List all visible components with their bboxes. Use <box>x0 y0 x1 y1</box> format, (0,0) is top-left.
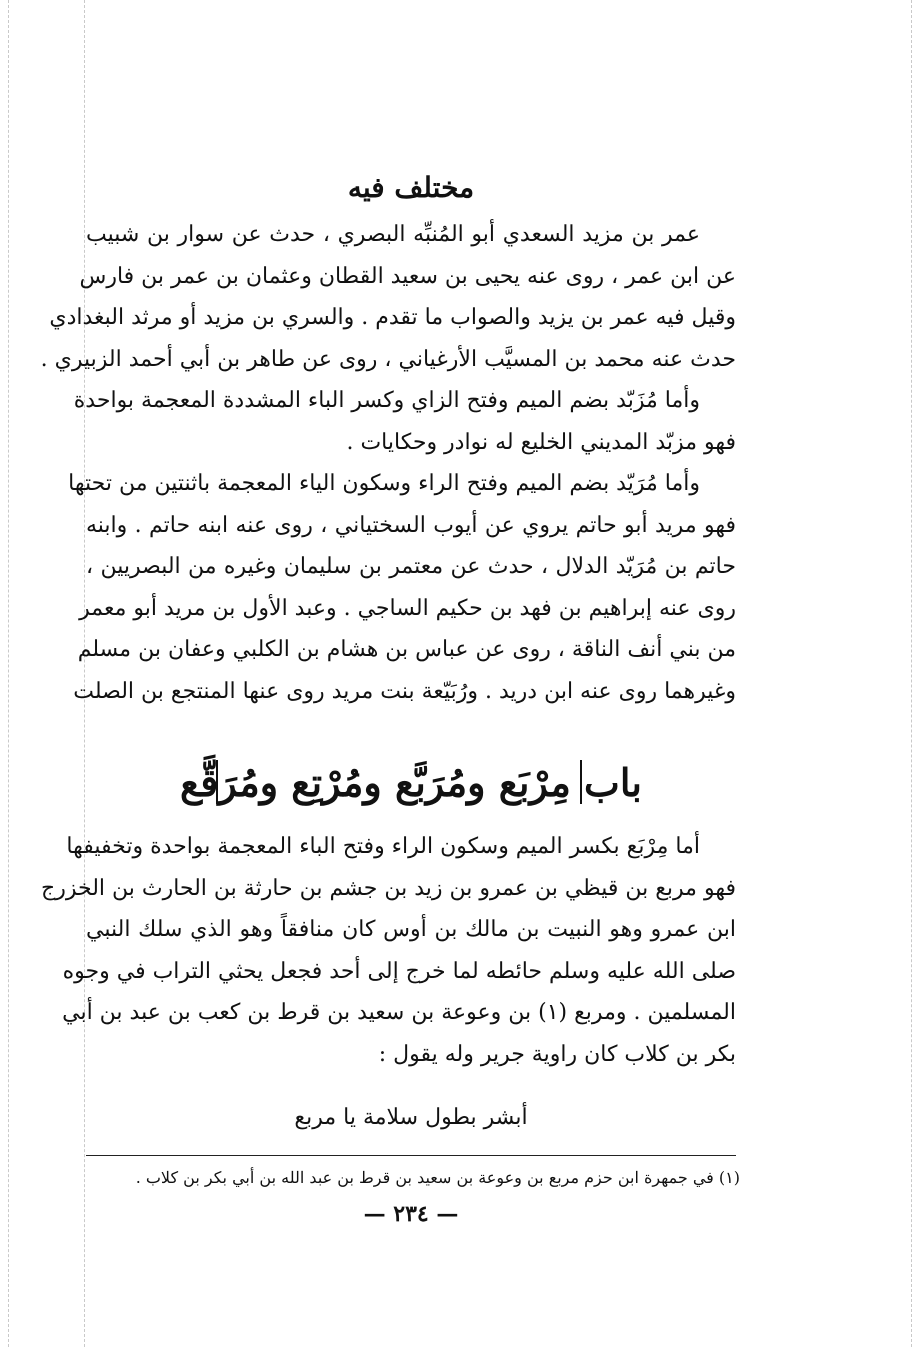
scan-edge-line-right <box>911 0 912 1347</box>
text-line: بكر بن كلاب كان راوية جرير وله يقول : <box>378 1041 736 1067</box>
text-line: فهو مربع بن قيظي بن عمرو بن زيد بن جشم بن حارثة بن الحارث بن الخزرج <box>41 875 736 901</box>
heading-bracket-right <box>580 760 582 804</box>
text-line: وقيل فيه عمر بن يزيد والصواب ما تقدم . والسري بن مزيد أو مرثد البغدادي <box>49 305 736 330</box>
footnote: (١) في جمهرة ابن حزم مربع بن وعوعة بن سعيد بن قرط بن عبد الله بن أبي بكر بن كلاب . <box>135 1168 740 1187</box>
chapter-heading: باب مِرْبَع ومُرَبَّع ومُرْتِع ومُرَقَّع <box>180 760 642 805</box>
bottom-paragraphs <box>41 826 736 1075</box>
text-line: حاتم بن مُرَيّد الدلال ، حدث عن معتمر بن سليمان وغيره من البصريين ، <box>86 554 736 579</box>
text-line: المسلمين . ومربع (١) بن وعوعة بن سعيد بن قرط بن كعب بن عبد بن أبي <box>62 1000 736 1025</box>
text-line: فهو مريد أبو حاتم يروي عن أيوب السختياني ، روى عنه ابنه حاتم . وابنه <box>86 512 736 538</box>
heading-bracket-left <box>216 760 218 804</box>
text-line: عمر بن مزيد السعدي أبو المُنبِّه البصري ، حدث عن سوار بن شبيب <box>86 222 700 247</box>
text-line: حدث عنه محمد بن المسيَّب الأرغياني ، روى عن طاهر بن أبي أحمد الزبيري . <box>40 346 736 372</box>
text-line: ابن عمرو وهو النبيت بن مالك بن أوس كان منافقاً وهو الذي سلك النبي <box>86 917 736 942</box>
section-title: مختلف فيه <box>347 171 475 204</box>
page-number: — ٢٣٤ — <box>363 1201 459 1227</box>
text-line: صلى الله عليه وسلم حائطه لما خرج إلى أحد فجعل يحثي التراب في وجوه <box>62 958 736 984</box>
text-line: روى عنه إبراهيم بن فهد بن حكيم الساجي . وعبد الأول بن مريد أبو معمر <box>79 595 736 621</box>
text-line: وأما مُرَيّد بضم الميم وفتح الراء وسكون الياء المعجمة باثنتين من تحتها <box>68 471 700 496</box>
text-line: فهو مزبّد المديني الخليع له نوادر وحكايات . <box>346 429 736 455</box>
scan-edge-line-left <box>8 0 9 1347</box>
text-line: من بني أنف الناقة ، روى عن عباس بن هشام بن الكلبي وعفان بن مسلم <box>77 637 736 662</box>
footnote-divider <box>86 1155 736 1156</box>
top-paragraphs <box>40 214 736 712</box>
poetry-verse: أبشر بطول سلامة يا مربع <box>294 1105 528 1130</box>
text-line: أما مِرْبَع بكسر الميم وسكون الراء وفتح الباء المعجمة بواحدة وتخفيفها <box>66 834 700 859</box>
text-line: وغيرهما روى عنه ابن دريد . ورُبَيّعة بنت مريد روى عنها المنتجع بن الصلت <box>73 678 736 704</box>
text-line: عن ابن عمر ، روى عنه يحيى بن سعيد القطان وعثمان بن عمر بن فارس <box>79 263 736 289</box>
text-line: وأما مُزَبّد بضم الميم وفتح الزاي وكسر الباء المشددة المعجمة بواحدة <box>73 388 700 413</box>
